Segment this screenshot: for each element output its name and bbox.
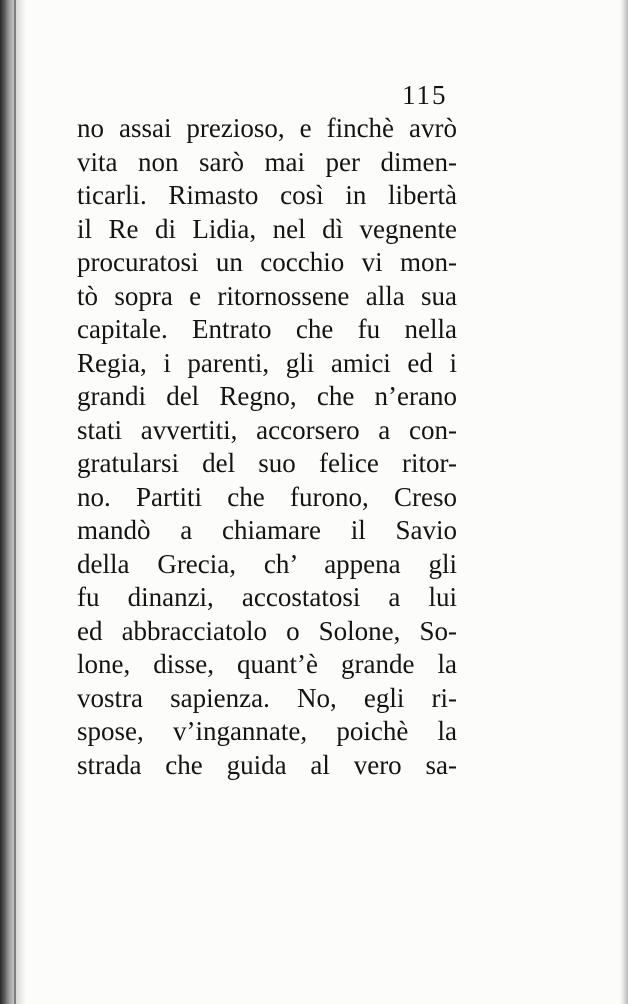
text-line: fu dinanzi, accostatosi a lui [77,582,457,612]
text-line: lone, disse, quant’è grande la [77,649,457,679]
text-line: ed abbracciatolo o Solone, So- [77,615,457,646]
text-line: mandò a chiamare il Savio [77,515,457,545]
text-line: della Grecia, ch’ appena gli [77,548,457,579]
text-line: strada che guida al vero sa- [77,749,457,780]
page-number: 115 [402,80,448,110]
text-line: il Re di Lidia, nel dì vegnente [77,213,457,244]
text-line: vostra sapienza. No, egli ri- [77,682,457,713]
text-line: capitale. Entrato che fu nella [77,314,457,344]
text-line: grandi del Regno, che n’erano [77,381,457,411]
text-line: no. Partiti che furono, Creso [77,481,457,512]
body-text [77,112,457,782]
binding-shadow [0,0,26,1004]
text-line: gratularsi del suo felice ritor- [77,448,457,478]
page-edge [620,0,628,1004]
text-line: procuratosi un cocchio vi mon- [77,247,457,277]
binding-edge [14,0,16,1004]
text-line: vita non sarò mai per dimen- [77,146,457,177]
text-line: spose, v’ingannate, poichè la [77,716,457,746]
text-line: ticarli. Rimasto così in libertà [77,180,457,210]
text-line: no assai prezioso, e finchè avrò [77,113,457,143]
text-line: tò sopra e ritornossene alla sua [77,280,457,311]
text-line: Regia, i parenti, gli amici ed i [77,347,457,378]
text-line: stati avvertiti, accorsero a con- [77,414,457,445]
